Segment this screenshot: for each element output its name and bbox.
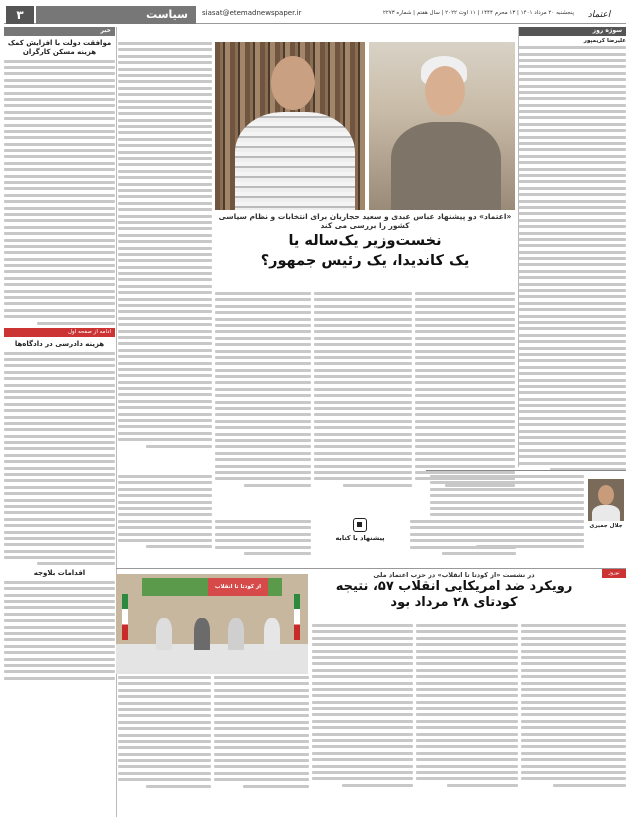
- opinion-box: [426, 470, 626, 566]
- left-headline-3: اقدامات بلاوجه: [33, 568, 86, 577]
- opinion-author: جلال جمیری: [589, 523, 623, 529]
- site-email: siasat@etemadnewspaper.ir: [202, 9, 302, 17]
- left-headline-2: هزینه دادرسی در دادگاه‌ها: [14, 339, 105, 348]
- left-column: [4, 27, 115, 817]
- box-icon: [353, 518, 367, 532]
- lead-kicker: «اعتماد» دو پیشنهاد عباس عبدی و سعید حجاریان برای انتخابات و نظام سیاسی کشور را بررسی می کند: [218, 212, 512, 230]
- lead-title-line-1: نخست‌وزیر یک‌ساله یا: [288, 233, 442, 249]
- bottom-body-column-4: [214, 676, 309, 817]
- bottom-body-column-3: [312, 624, 413, 817]
- section-name: سیاست: [36, 6, 196, 24]
- left-headline: موافقت دولت با افزایش کمک هزینه مسکن کارگران: [7, 38, 112, 56]
- page-header: [4, 6, 626, 24]
- meeting-banner: از کودتا تا انقلاب: [208, 578, 268, 596]
- author-photo: [588, 479, 624, 521]
- lead-lower-column-1: [118, 475, 212, 567]
- right-column-author: علیرضا کریمپور: [583, 37, 626, 44]
- lead-photo-left: [215, 42, 365, 210]
- lead-body-column-3: [215, 292, 311, 517]
- meeting-photo: [116, 574, 308, 674]
- inline-section-label: پیشنهاد با کتابه: [335, 534, 385, 542]
- bottom-kicker: در نشست «از کودتا تا انقلاب» در حزب اعتماد ملی: [373, 571, 535, 579]
- left-text-block-3: [4, 581, 115, 680]
- left-column-title: خبر: [4, 27, 115, 36]
- opinion-text: [430, 475, 584, 563]
- bottom-body-column-1: [521, 624, 626, 817]
- bottom-title-line-1: رویکرد ضد امریکایی انقلاب ۵۷، نتیجه: [335, 579, 573, 594]
- lead-lower-column-2: [215, 520, 311, 567]
- continued-label: ادامه از صفحه اول: [4, 328, 115, 337]
- left-text-block-2: [4, 352, 115, 566]
- bottom-body-column-2: [416, 624, 518, 817]
- bottom-section-label: نوروز: [602, 569, 626, 578]
- left-text-block: [4, 60, 115, 325]
- lead-headline-block: [215, 212, 515, 290]
- bottom-title-line-2: کودتای ۲۸ مرداد بود: [390, 595, 518, 610]
- bottom-headline-block: [312, 571, 596, 621]
- right-column-title: سوژه روز: [518, 27, 626, 36]
- right-column: [518, 27, 626, 547]
- date-line: پنجشنبه ۲۰ مرداد ۱۴۰۱ | ۱۳ محرم ۱۴۴۴ | ۱۱ اوت ۲۰۲۲ | سال هفتم | شماره ۲۲۷۳: [382, 10, 574, 16]
- lead-title-line-2: یک کاندیدا، یک رئیس جمهور؟: [260, 253, 470, 269]
- newspaper-logo: اعتماد: [587, 10, 611, 20]
- page-number: ۳: [6, 6, 34, 24]
- bottom-body-column-5: [118, 676, 211, 817]
- inline-section-logo: [315, 518, 405, 546]
- lead-photo-right: [369, 42, 515, 210]
- lead-body-column-2: [314, 292, 412, 517]
- right-text-block: [518, 46, 626, 471]
- lead-body-column-4: [118, 42, 212, 472]
